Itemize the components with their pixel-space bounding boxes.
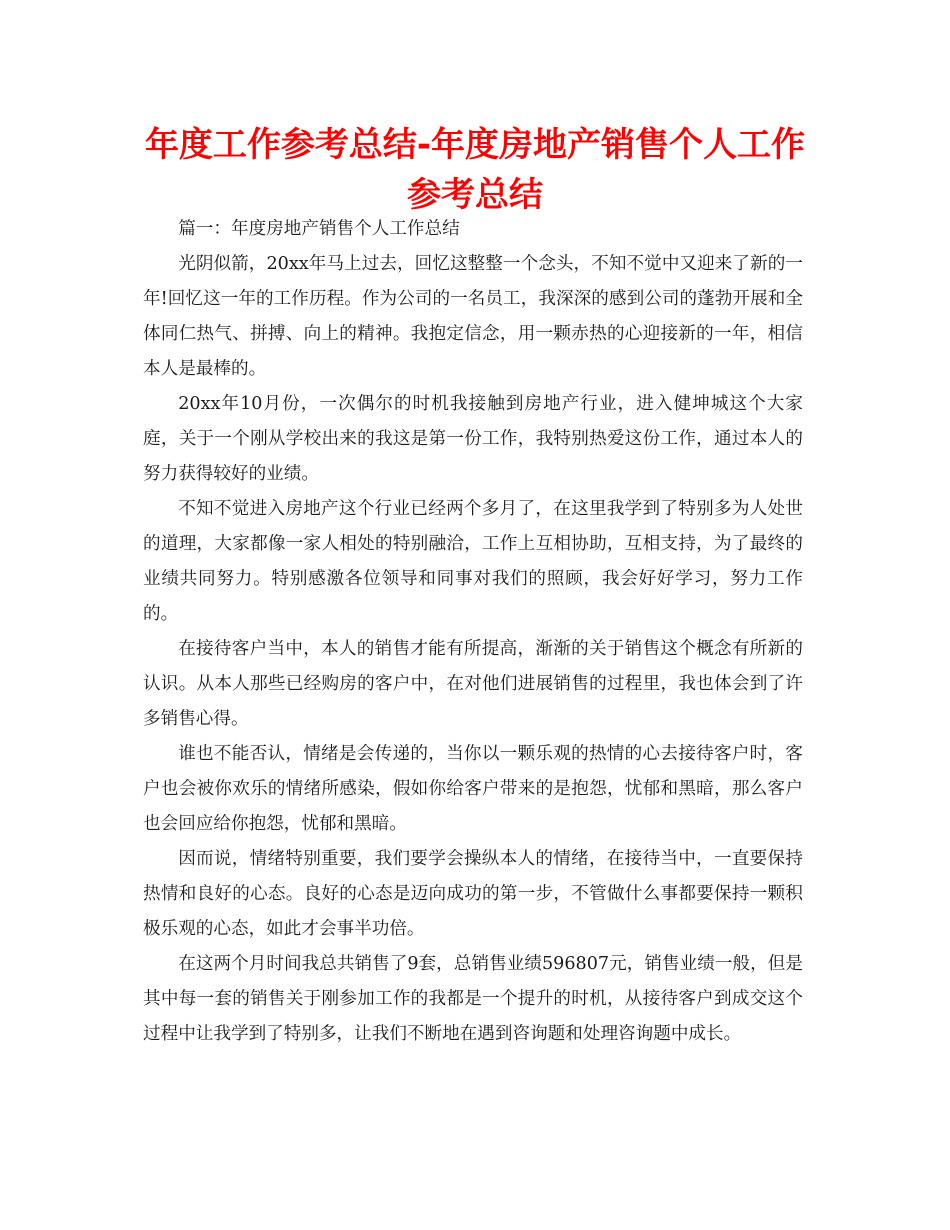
section-heading: 篇一：年度房地产销售个人工作总结 <box>178 219 460 239</box>
paragraph: 在接待客户当中，本人的销售才能有所提高，渐渐的关于销售这个概念有所新的认识。从本人那些已经购房的客户中，在对他们进展销售的过程里，我也体会到了许多销售心得。 <box>143 639 803 729</box>
paragraph: 因而说，情绪特别重要，我们要学会操纵本人的情绪，在接待当中，一直要保持热情和良好的心态。良好的心态是迈向成功的第一步，不管做什么事都要保持一颗积极乐观的心态，如此才会事半功倍。 <box>143 849 803 939</box>
paragraph: 光阴似箭，20xx年马上过去，回忆这整整一个念头，不知不觉中又迎来了新的一年!回忆这一年的工作历程。作为公司的一名员工，我深深的感到公司的蓬勃开展和全体同仁热气、拼搏、向上的精神。我抱定信念，用一颗赤热的心迎接新的一年，相信本人是最棒的。 <box>143 254 803 379</box>
paragraph: 谁也不能否认，情绪是会传递的，当你以一颗乐观的热情的心去接待客户时，客户也会被你欢乐的情绪所感染，假如你给客户带来的是抱怨，忧郁和黑暗，那么客户也会回应给你抱怨，忧郁和黑暗。 <box>143 744 803 834</box>
paragraph: 20xx年10月份，一次偶尔的时机我接触到房地产行业，进入健坤城这个大家庭，关于一个刚从学校出来的我这是第一份工作，我特别热爱这份工作，通过本人的努力获得较好的业绩。 <box>143 394 803 484</box>
paragraph: 在这两个月时间我总共销售了9套，总销售业绩596807元，销售业绩一般，但是其中每一套的销售关于刚参加工作的我都是一个提升的时机，从接待客户到成交这个过程中让我学到了特别多，让我们不断地在遇到咨询题和处理咨询题中成长。 <box>143 954 803 1044</box>
document-body <box>143 212 803 1052</box>
paragraph: 不知不觉进入房地产这个行业已经两个多月了，在这里我学到了特别多为人处世的道理，大家都像一家人相处的特别融洽，工作上互相协助，互相支持，为了最终的业绩共同努力。特别感激各位领导和同事对我们的照顾，我会好好学习，努力工作的。 <box>143 499 803 624</box>
document-title: 年度工作参考总结-年度房地产销售个人工作参考总结 <box>144 125 806 215</box>
